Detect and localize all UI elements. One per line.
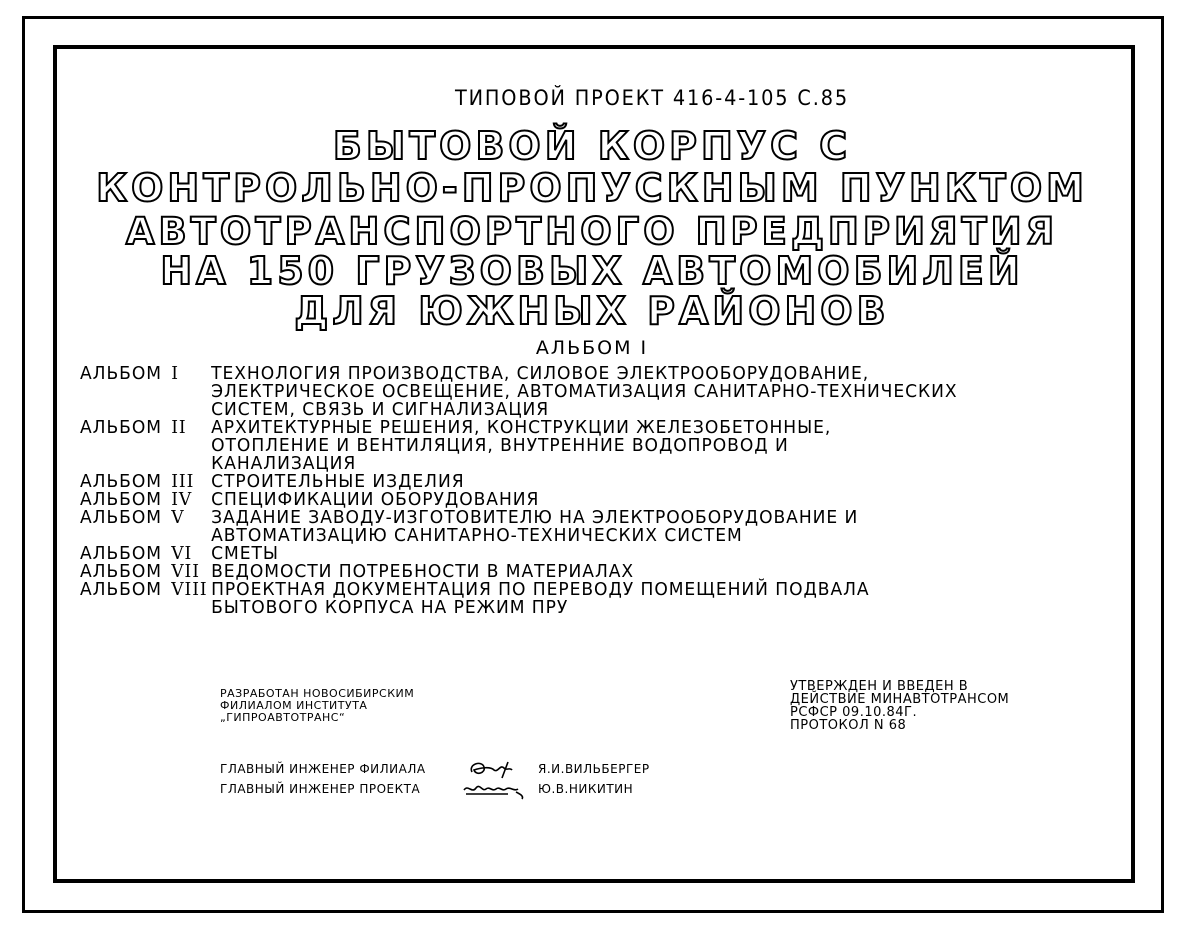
- album-number: I: [171, 363, 179, 384]
- album-desc-line: СМЕТЫ: [211, 543, 279, 564]
- approval-block: [790, 680, 1009, 732]
- developer-line: „ГИПРОАВТОТРАНС“: [220, 711, 346, 724]
- album-desc-line: СПЕЦИФИКАЦИИ ОБОРУДОВАНИЯ: [211, 489, 540, 510]
- title-line-5: ДЛЯ ЮЖНЫХ РАЙОНОВ: [294, 289, 890, 333]
- album-label: АЛЬБОМ: [80, 363, 162, 384]
- album-label: АЛЬБОМ: [80, 489, 162, 510]
- album-number: VIII: [171, 579, 208, 600]
- signature-role: ГЛАВНЫЙ ИНЖЕНЕР ПРОЕКТА: [220, 782, 421, 796]
- album-label: АЛЬБОМ: [80, 417, 162, 438]
- album-number: VI: [171, 543, 193, 564]
- album-label: АЛЬБОМ: [80, 561, 162, 582]
- signature-role: ГЛАВНЫЙ ИНЖЕНЕР ФИЛИАЛА: [220, 762, 426, 776]
- album-desc-line: ОТОПЛЕНИЕ И ВЕНТИЛЯЦИЯ, ВНУТРЕННИЕ ВОДОПРОВОД И: [211, 435, 789, 456]
- album-number: VII: [171, 561, 200, 582]
- album-desc-line: АРХИТЕКТУРНЫЕ РЕШЕНИЯ, КОНСТРУКЦИИ ЖЕЛЕЗОБЕТОННЫЕ,: [211, 417, 832, 438]
- album-item: [80, 419, 992, 473]
- project-code: ТИПОВОЙ ПРОЕКТ 416-4-105 С.85: [455, 86, 850, 110]
- album-number: II: [171, 417, 187, 438]
- title-line-2: КОНТРОЛЬНО-ПРОПУСКНЫМ ПУНКТОМ: [96, 166, 1088, 210]
- album-list: [80, 365, 1040, 617]
- handwritten-signature: [460, 758, 530, 780]
- title-line-4: НА 150 ГРУЗОВЫХ АВТОМОБИЛЕЙ: [160, 249, 1024, 293]
- album-desc-line: СТРОИТЕЛЬНЫЕ ИЗДЕЛИЯ: [211, 471, 465, 492]
- album-item: [80, 365, 992, 419]
- album-item: [80, 581, 992, 617]
- album-desc-line: АВТОМАТИЗАЦИЮ САНИТАРНО-ТЕХНИЧЕСКИХ СИСТЕМ: [211, 525, 743, 546]
- album-label: АЛЬБОМ: [80, 507, 162, 528]
- album-number: III: [171, 471, 195, 492]
- album-number: V: [171, 507, 185, 528]
- developer-block: [220, 688, 414, 724]
- album-label: АЛЬБОМ: [80, 579, 162, 600]
- album-desc-line: КАНАЛИЗАЦИЯ: [211, 453, 357, 474]
- album-desc-line: ВЕДОМОСТИ ПОТРЕБНОСТИ В МАТЕРИАЛАХ: [211, 561, 635, 582]
- album-desc-line: СИСТЕМ, СВЯЗЬ И СИГНАЛИЗАЦИЯ: [211, 399, 550, 420]
- approval-line: УТВЕРЖДЕН И ВВЕДЕН В: [790, 679, 969, 694]
- signature-name: Ю.В.НИКИТИН: [538, 782, 634, 796]
- album-number: IV: [171, 489, 193, 510]
- album-label: АЛЬБОМ: [80, 543, 162, 564]
- album-desc-line: ПРОЕКТНАЯ ДОКУМЕНТАЦИЯ ПО ПЕРЕВОДУ ПОМЕЩЕНИЙ ПОДВАЛА: [211, 579, 870, 600]
- approval-line: РСФСР 09.10.84Г.: [790, 705, 918, 720]
- title-line-1: БЫТОВОЙ КОРПУС С: [332, 124, 852, 168]
- album-desc-line: ТЕХНОЛОГИЯ ПРОИЗВОДСТВА, СИЛОВОЕ ЭЛЕКТРООБОРУДОВАНИЕ,: [211, 363, 870, 384]
- approval-line: ПРОТОКОЛ N 68: [790, 718, 907, 733]
- title-line-3: АВТОТРАНСПОРТНОГО ПРЕДПРИЯТИЯ: [125, 210, 1059, 253]
- album-header: АЛЬБОМ I: [535, 337, 649, 359]
- developer-line: ФИЛИАЛОМ ИНСТИТУТА: [220, 699, 368, 712]
- album-desc-line: ЭЛЕКТРИЧЕСКОЕ ОСВЕЩЕНИЕ, АВТОМАТИЗАЦИЯ САНИТАРНО-ТЕХНИЧЕСКИХ: [211, 381, 958, 402]
- signature-name: Я.И.ВИЛЬБЕРГЕР: [538, 762, 650, 776]
- album-item: [80, 509, 992, 545]
- album-desc-line: БЫТОВОГО КОРПУСА НА РЕЖИМ ПРУ: [211, 597, 569, 618]
- album-desc-line: ЗАДАНИЕ ЗАВОДУ-ИЗГОТОВИТЕЛЮ НА ЭЛЕКТРООБОРУДОВАНИЕ И: [211, 507, 859, 528]
- approval-line: ДЕЙСТВИЕ МИНАВТОТРАНСОМ: [790, 692, 1010, 707]
- album-label: АЛЬБОМ: [80, 471, 162, 492]
- signature-row: [220, 778, 633, 800]
- signature-row: [220, 758, 650, 780]
- developer-line: РАЗРАБОТАН НОВОСИБИРСКИМ: [220, 687, 415, 700]
- handwritten-signature: [460, 778, 530, 800]
